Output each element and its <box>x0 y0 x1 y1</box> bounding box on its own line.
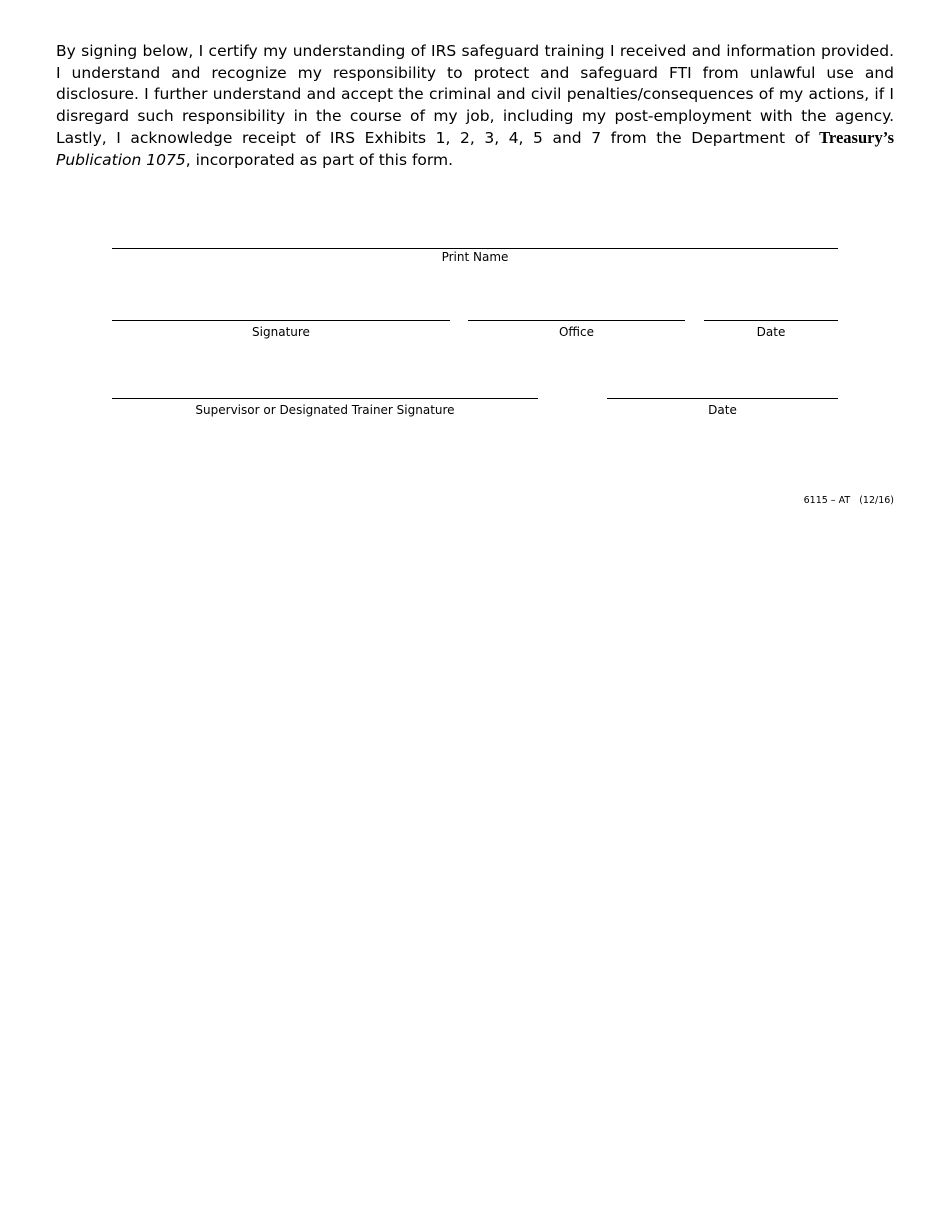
office-field[interactable] <box>468 320 685 321</box>
date-label: Date <box>756 325 786 339</box>
signature-field[interactable] <box>112 320 450 321</box>
print-name-field[interactable] <box>112 248 838 249</box>
supervisor-date-label: Date <box>708 403 737 417</box>
supervisor-signature-field[interactable] <box>112 398 538 399</box>
office-label: Office <box>558 325 595 339</box>
date-field[interactable] <box>704 320 838 321</box>
form-number: 6115 – AT (12/16) <box>803 495 894 506</box>
publication-title: Publication 1075 <box>56 150 186 169</box>
print-name-label: Print Name <box>441 250 509 264</box>
certification-text-end: , incorporated as part of this form. <box>185 150 454 169</box>
signature-label: Signature <box>252 325 310 339</box>
certification-text: By signing below, I certify my understanding of IRS safeguard training I received and information provided. I understand and recognize my responsibility to protect and safeguard FTI from unlawful use and disclosure. I further understand and accept the criminal and civil penalties/consequences of my actions, if I disregard such responsibility in the course of my job, including my post-employment with the agency. Lastly, I acknowledge receipt of IRS Exhibits 1, 2, 3, 4, 5 and 7 from the Department of <box>56 42 894 147</box>
supervisor-date-field[interactable] <box>607 398 838 399</box>
treasury-text: Treasury’s <box>819 128 894 147</box>
certification-statement <box>56 41 894 171</box>
supervisor-signature-label: Supervisor or Designated Trainer Signature <box>195 403 455 417</box>
